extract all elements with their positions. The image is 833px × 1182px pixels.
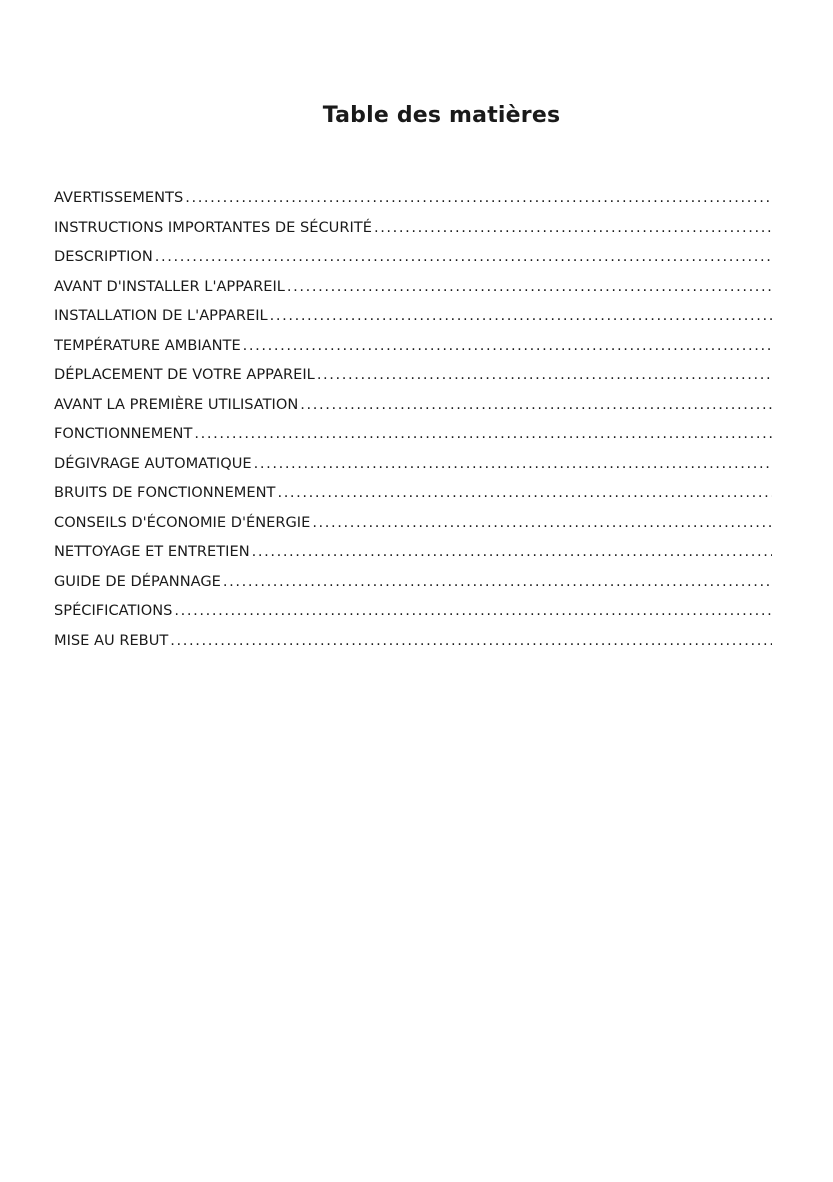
dot-leader bbox=[252, 537, 772, 567]
toc-entry-description[interactable] bbox=[54, 242, 772, 272]
toc-entry-label: INSTALLATION DE L'APPAREIL bbox=[54, 307, 268, 324]
toc-entry-label: TEMPÉRATURE AMBIANTE bbox=[54, 336, 241, 354]
dot-leader bbox=[243, 331, 772, 361]
toc-entry-label: AVANT D'INSTALLER L'APPAREIL bbox=[54, 277, 285, 295]
toc-entry-economie-energie[interactable] bbox=[54, 508, 772, 538]
toc-entry-premiere-utilisation[interactable] bbox=[54, 390, 772, 420]
toc-entry-label: AVERTISSEMENTS bbox=[54, 189, 184, 206]
toc-entry-fonctionnement[interactable] bbox=[54, 419, 772, 449]
toc-entry-mise-au-rebut[interactable] bbox=[54, 626, 772, 656]
toc-entry-nettoyage[interactable] bbox=[54, 537, 772, 567]
toc-entry-label: CONSEILS D'ÉCONOMIE D'ÉNERGIE bbox=[54, 513, 311, 531]
toc-entry-label: AVANT LA PREMIÈRE UTILISATION bbox=[54, 395, 299, 413]
toc-entry-label: INSTRUCTIONS IMPORTANTES DE SÉCURITÉ bbox=[54, 218, 372, 236]
dot-leader bbox=[277, 478, 772, 508]
dot-leader bbox=[312, 508, 772, 538]
toc-entry-label: SPÉCIFICATIONS bbox=[54, 602, 173, 619]
toc-entry-label: MISE AU REBUT bbox=[54, 631, 169, 649]
toc-entry-temperature-ambiante[interactable] bbox=[54, 331, 772, 361]
dot-leader bbox=[254, 449, 772, 479]
toc-entry-instructions-securite[interactable] bbox=[54, 213, 772, 243]
dot-leader bbox=[287, 272, 772, 302]
dot-leader bbox=[194, 419, 772, 449]
dot-leader bbox=[174, 596, 772, 626]
dot-leader bbox=[270, 301, 772, 331]
toc-entry-specifications[interactable] bbox=[54, 596, 772, 626]
toc-entry-label: DESCRIPTION bbox=[54, 248, 153, 265]
toc-entry-label: DÉGIVRAGE AUTOMATIQUE bbox=[54, 454, 252, 472]
toc-entry-deplacement[interactable] bbox=[54, 360, 772, 390]
toc-entry-depannage[interactable] bbox=[54, 567, 772, 597]
toc-entry-avertissements[interactable] bbox=[54, 183, 772, 213]
dot-leader bbox=[300, 390, 772, 420]
toc-entry-avant-installer[interactable] bbox=[54, 272, 772, 302]
dot-leader bbox=[170, 626, 772, 656]
toc-entry-label: GUIDE DE DÉPANNAGE bbox=[54, 572, 221, 590]
dot-leader bbox=[223, 567, 772, 597]
dot-leader bbox=[374, 213, 772, 243]
page-title: Table des matières bbox=[322, 103, 561, 128]
toc-entry-label: FONCTIONNEMENT bbox=[54, 425, 193, 442]
toc-entry-label: DÉPLACEMENT DE VOTRE APPAREIL bbox=[54, 366, 315, 383]
table-of-contents bbox=[54, 183, 772, 655]
toc-entry-label: NETTOYAGE ET ENTRETIEN bbox=[54, 543, 250, 560]
dot-leader bbox=[317, 360, 772, 390]
toc-entry-label: BRUITS DE FONCTIONNEMENT bbox=[54, 484, 276, 501]
toc-entry-bruits[interactable] bbox=[54, 478, 772, 508]
dot-leader bbox=[185, 183, 772, 213]
toc-entry-degivrage[interactable] bbox=[54, 449, 772, 479]
toc-entry-installation[interactable] bbox=[54, 301, 772, 331]
dot-leader bbox=[155, 242, 772, 272]
